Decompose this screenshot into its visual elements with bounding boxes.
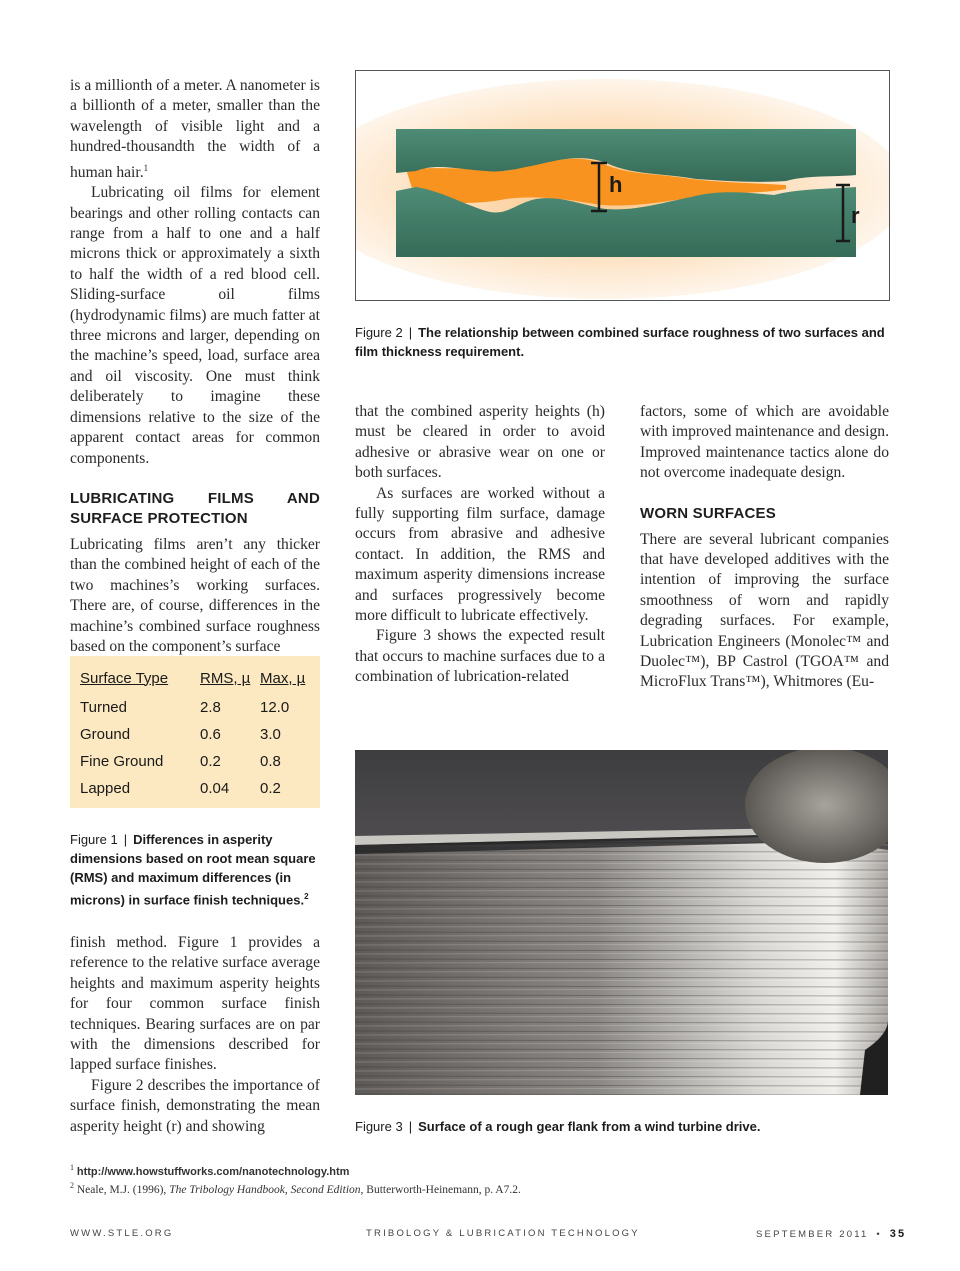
caption-text: The relationship between combined surface roughness of two surfaces and film thickness requirement.: [355, 325, 885, 359]
paragraph: Lubricating films aren’t any thicker than the combined height of each of the two machines’s working surfaces. There are, of course, differences in the machine’s combined surface roughness based on the component’s surface: [70, 535, 320, 655]
figure-3-caption: [355, 1117, 895, 1136]
table-row: [80, 775, 305, 802]
footer-date: SEPTEMBER 2011: [756, 1229, 869, 1240]
footer-publication: TRIBOLOGY & LUBRICATION TECHNOLOGY: [366, 1228, 640, 1239]
table-row: [80, 748, 305, 775]
footnote-ref: 2: [304, 892, 309, 901]
table-cell: 0.04: [200, 780, 230, 797]
table-cell: 12.0: [260, 699, 290, 716]
page-number: 35: [889, 1228, 907, 1240]
table-row: [80, 694, 305, 721]
table-cell: 2.8: [200, 699, 221, 716]
paragraph: Figure 2 describes the importance of surface finish, demonstrating the mean asperity height (r) and showing: [70, 1076, 320, 1135]
surface-finish-table: [70, 656, 320, 808]
column-3: [640, 402, 889, 693]
section-heading: LUBRICATING FILMS AND SURFACE PROTECTION: [70, 489, 320, 527]
figure-1-caption: [70, 830, 322, 909]
footer-site: WWW.STLE.ORG: [70, 1228, 174, 1239]
figure-label: Figure 1: [70, 832, 118, 847]
paragraph: Lubricating oil films for element bearings and other rolling contacts can range from a half to one and a half microns thick or approximately a sixth to half the width of a red blood cell. Sliding-surface oil films (hydrodynamic films) are much fatter at three microns and larger, depending on the machine’s speed, load, surface area and oil viscosity. One must think deliberately to imagine these dimensions relative to the size of the apparent contact areas for common components.: [70, 184, 320, 467]
footnote-2: [70, 1181, 521, 1196]
footer-page-info: [756, 1228, 906, 1240]
figure-2-diagram: [355, 70, 890, 301]
figure-label: Figure 3: [355, 1119, 403, 1134]
r-label: r: [851, 203, 860, 228]
section-heading: WORN SURFACES: [640, 504, 776, 522]
column-1-continued: [70, 933, 320, 1137]
caption-text: Surface of a rough gear flank from a wind turbine drive.: [418, 1119, 761, 1134]
table-cell: 0.2: [200, 753, 221, 770]
footnote-citation: , Butterworth-Heinemann, p. A7.2.: [360, 1183, 521, 1196]
film-thickness-diagram: [356, 71, 889, 300]
paragraph: There are several lubricant companies that have developed additives with the intention of improving the surface smoothness of worn and rapidly degrading surfaces. For example, Lubrication Engineers (Monolec™ and Duolec™), BP Castrol (TGOA™ and MicroFlux Trans™), Whitmores (Eu-: [640, 530, 889, 691]
footnote-book-title: The Tribology Handbook, Second Edition: [169, 1183, 361, 1196]
paragraph: that the combined asperity heights (h) must be cleared in order to avoid adhesive or abrasive wear on one or both surfaces.: [355, 403, 605, 482]
caption-separator: |: [123, 832, 128, 847]
footnote-ref: 1: [143, 162, 149, 173]
h-label: h: [609, 172, 623, 197]
table-cell: 0.8: [260, 753, 281, 770]
column-header: Surface Type: [80, 669, 169, 687]
table-cell: Turned: [80, 699, 127, 716]
column-header: Max, µ: [260, 669, 306, 687]
paragraph: factors, some of which are avoidable with improved maintenance and design. Improved maintenance tactics alone do not overcome inadequate design.: [640, 403, 889, 482]
table-cell: 0.6: [200, 726, 221, 743]
paragraph: is a millionth of a meter. A nanometer is a billionth of a meter, smaller than the wavelength of visible light and a hundred-thousandth the width of a human hair.$^1$: [70, 77, 320, 181]
paragraph: finish method. Figure 1 provides a reference to the relative surface average heights and maximum asperity heights for four common surface finish techniques. Bearing surfaces are on par with the dimensions described for lapped surface finishes.: [70, 934, 320, 1074]
caption-separator: |: [408, 1119, 413, 1134]
paragraph: As surfaces are worked without a fully supporting film surface, damage occurs from abrasive and adhesive contact. In addition, the RMS and maximum asperity dimensions increase and surfaces progressively become more difficult to lubricate effectively.: [355, 484, 605, 625]
table-cell: Lapped: [80, 780, 131, 797]
table-cell: Ground: [80, 726, 131, 743]
table-cell: Fine Ground: [80, 753, 164, 770]
table-cell: 3.0: [260, 726, 281, 743]
figure-label: Figure 2: [355, 325, 403, 340]
column-2: [355, 402, 605, 688]
footer-bullet: •: [876, 1229, 882, 1240]
column-header: RMS, µ: [200, 669, 251, 687]
figure-2-caption: [355, 323, 895, 361]
caption-text: Differences in asperity dimensions based on root mean square (RMS) and maximum differences (in microns) in surface finish techniques.: [70, 832, 316, 908]
data-table: [80, 668, 305, 802]
gear-flank-photo: [355, 750, 888, 1095]
footnote-number: 1: [70, 1163, 74, 1172]
footnote-1: [70, 1163, 349, 1178]
footnote-author: Neale, M.J. (1996),: [76, 1183, 170, 1196]
column-1: [70, 76, 320, 657]
paragraph: Figure 3 shows the expected result that occurs to machine surfaces due to a combination of lubrication-related: [355, 627, 605, 686]
footnote-link[interactable]: http://www.howstuffworks.com/nanotechnology.htm: [76, 1165, 350, 1178]
table-cell: 0.2: [260, 780, 281, 797]
table-row: [80, 721, 305, 748]
figure-3-photo: [355, 750, 888, 1095]
footnote-number: 2: [70, 1181, 74, 1190]
table-header-row: [80, 668, 305, 694]
caption-separator: |: [408, 325, 413, 340]
